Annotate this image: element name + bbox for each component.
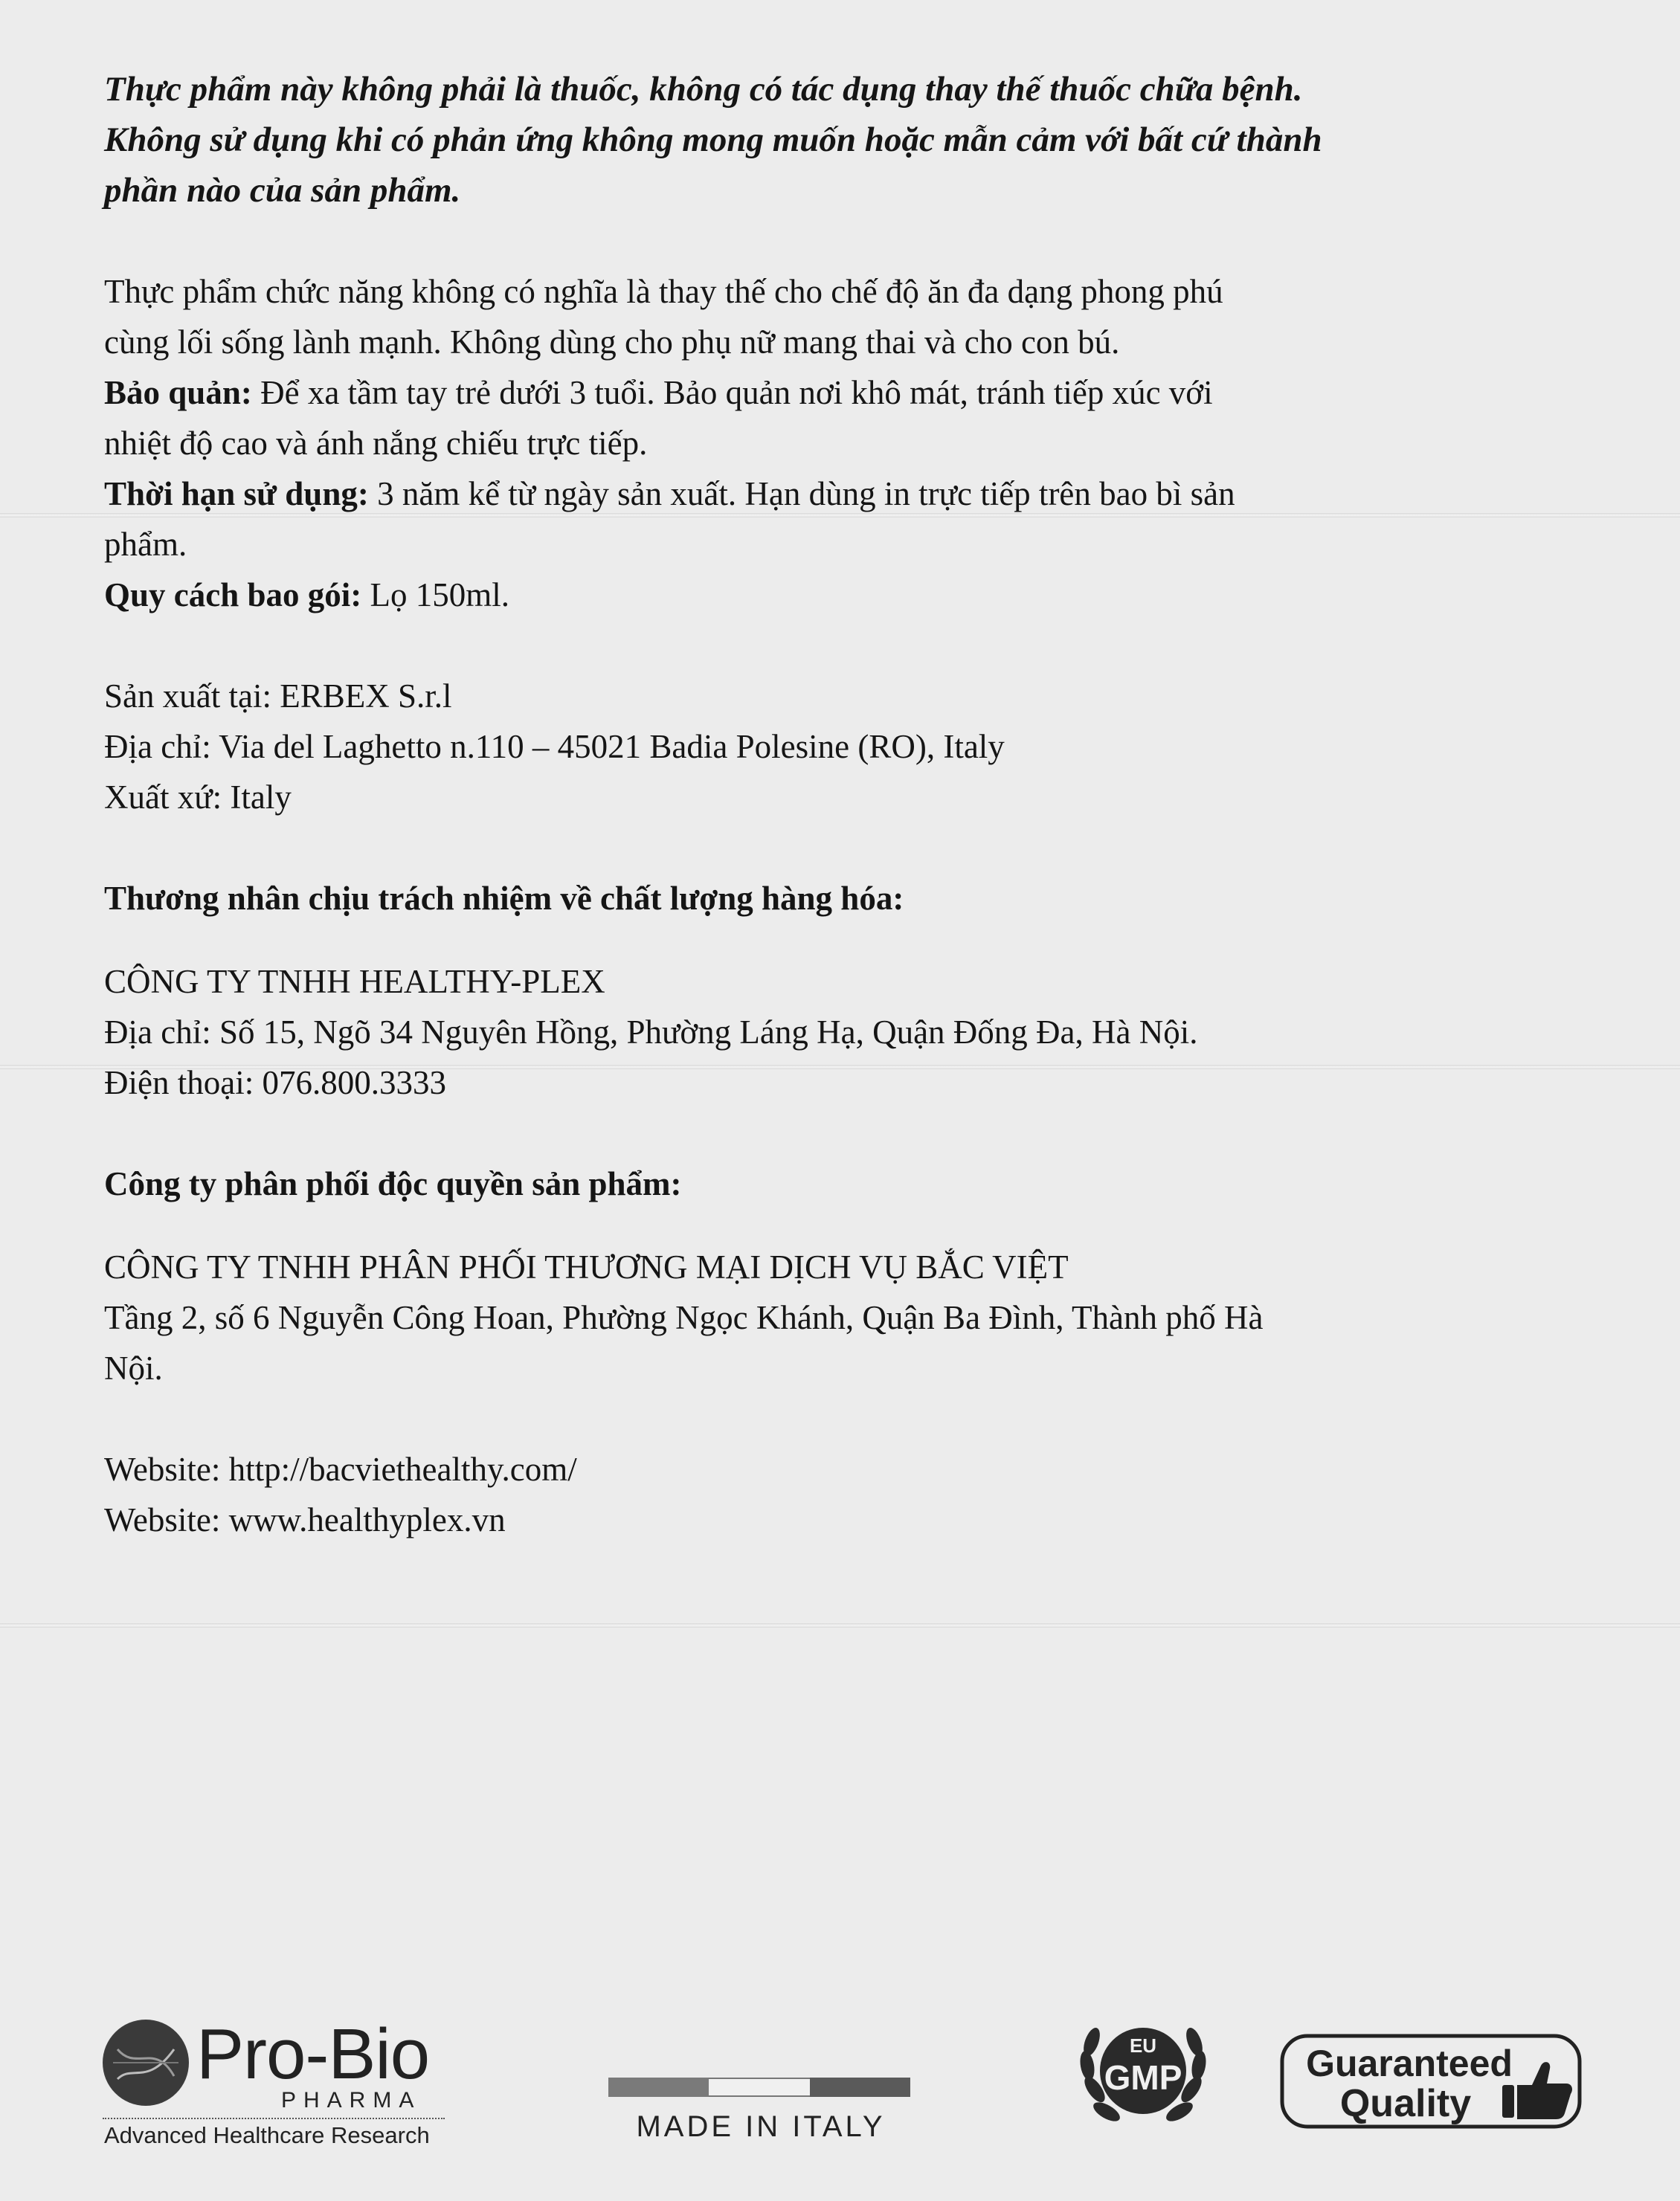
leaflet-text [104,64,1592,1545]
made-in-italy-text: MADE IN ITALY [636,2110,886,2143]
manufacturer-origin: Xuất xứ: Italy [104,779,292,816]
responsible-phone: Điện thoại: 076.800.3333 [104,1064,446,1101]
packaging-block [104,570,1592,620]
probio-tagline: Advanced Healthcare Research [104,2122,430,2148]
shelf-life-text: 3 năm kể từ ngày sản xuất. Hạn dùng in trực tiếp trên bao bì sản [368,475,1235,512]
footer-logos [0,1993,1680,2149]
distributor-address: Tầng 2, số 6 Nguyễn Công Hoan, Phường Ngọc Khánh, Quận Ba Đình, Thành phố Hà [104,1299,1264,1336]
storage-text: Để xa tầm tay trẻ dưới 3 tuổi. Bảo quản nơi khô mát, tránh tiếp xúc với [251,374,1213,411]
notice-line: Thực phẩm chức năng không có nghĩa là thay thế cho chế độ ăn đa dạng phong phú [104,273,1223,310]
guaranteed-text: Guaranteed [1306,2043,1513,2084]
notice-block [104,266,1592,367]
manufacturer-block [104,671,1592,822]
responsible-heading: Thương nhân chịu trách nhiệm về chất lượng hàng hóa: [104,880,904,917]
gmp-top-text: EU [1129,2034,1157,2057]
gmp-main-text: GMP [1104,2058,1182,2097]
shelf-life-text: phẩm. [104,526,187,563]
manufacturer-address: Địa chỉ: Via del Laghetto n.110 – 45021 Badia Polesine (RO), Italy [104,728,1005,765]
storage-label: Bảo quản: [104,374,252,411]
storage-text: nhiệt độ cao và ánh nắng chiếu trực tiếp. [104,425,648,462]
probio-sub: PHARMA [281,2088,422,2113]
websites-block [104,1444,1592,1545]
shelf-life-block [104,468,1592,570]
distributor-address: Nội. [104,1350,163,1387]
notice-line: cùng lối sống lành mạnh. Không dùng cho phụ nữ mang thai và cho con bú. [104,323,1120,361]
eu-gmp-badge [1065,1993,1221,2149]
manufacturer-made-at: Sản xuất tại: ERBEX S.r.l [104,677,452,715]
laurel-wreath-icon [1065,1993,1221,2149]
website-link[interactable]: Website: http://bacviethealthy.com/ [104,1451,577,1488]
made-in-italy-badge [608,2078,913,2144]
packaging-label: Quy cách bao gói: [104,576,362,613]
thumbs-up-icon [1502,2062,1572,2119]
packaging-text: Lọ 150ml. [361,576,510,613]
warning-block [104,64,1592,216]
distributor-heading: Công ty phân phối độc quyền sản phẩm: [104,1165,682,1202]
quality-text: Quality [1339,2082,1472,2125]
guaranteed-quality-badge [1279,2033,1584,2130]
warning-line: Thực phẩm này không phải là thuốc, không có tác dụng thay thế thuốc chữa bệnh. [104,70,1303,109]
warning-line: phần nào của sản phẩm. [104,171,461,210]
warning-line: Không sử dụng khi có phản ứng không mong muốn hoặc mẫn cảm với bất cứ thành [104,120,1322,159]
probio-logo [103,2011,452,2148]
responsible-block [104,873,1592,1108]
flag-bar [608,2078,910,2097]
shelf-life-label: Thời hạn sử dụng: [104,475,369,512]
website-link[interactable]: Website: www.healthyplex.vn [104,1501,506,1538]
paper-fold-line [0,1623,1680,1628]
probio-name: Pro-Bio [196,2014,430,2094]
dna-globe-icon [103,2020,189,2106]
storage-block [104,367,1592,468]
divider [103,2118,445,2119]
responsible-company: CÔNG TY TNHH HEALTHY-PLEX [104,963,605,1000]
responsible-address: Địa chỉ: Số 15, Ngõ 34 Nguyên Hồng, Phường Láng Hạ, Quận Đống Đa, Hà Nội. [104,1014,1198,1051]
distributor-company: CÔNG TY TNHH PHÂN PHỐI THƯƠNG MẠI DỊCH VỤ BẮC VIỆT [104,1248,1069,1286]
distributor-block [104,1158,1592,1393]
